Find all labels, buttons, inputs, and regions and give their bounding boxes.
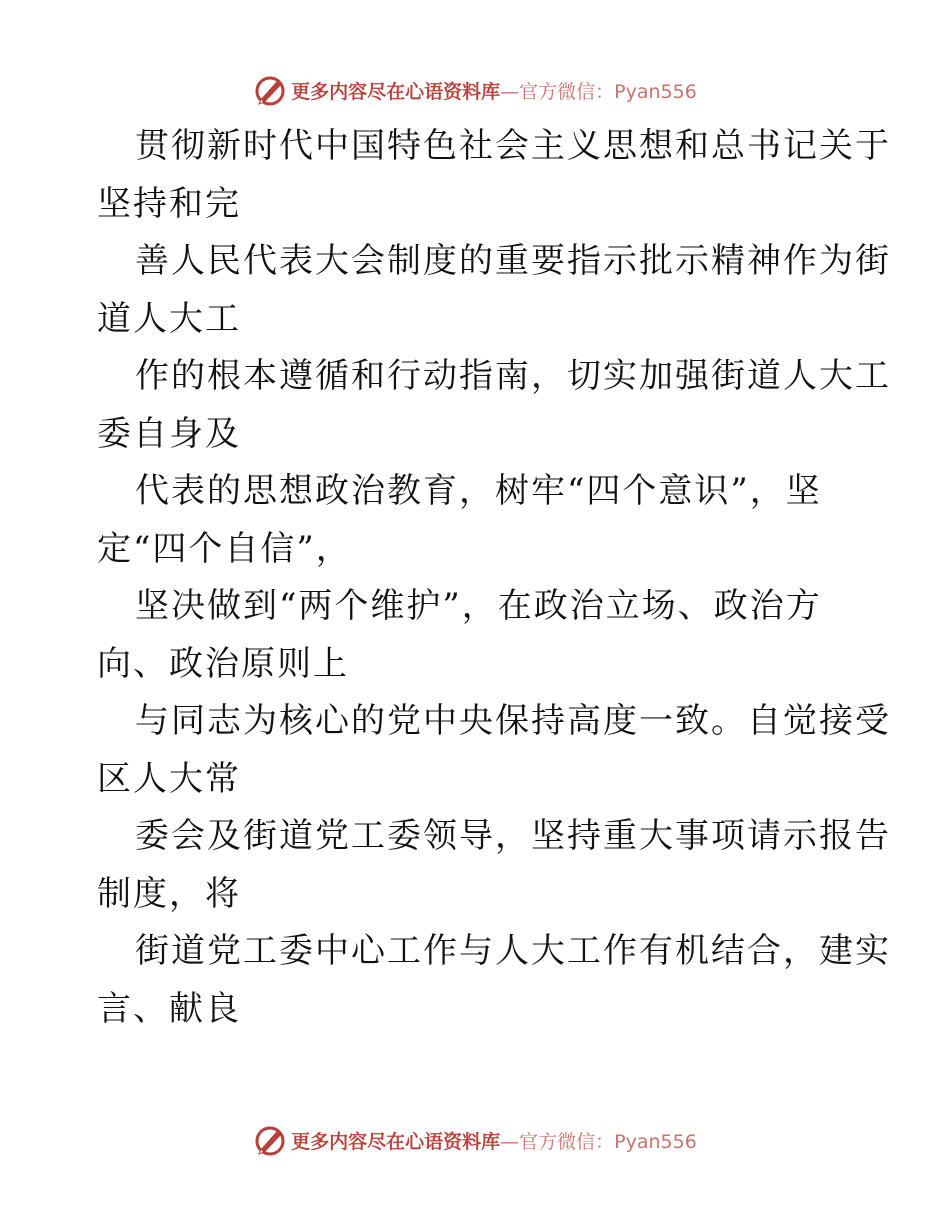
header-banner-text xyxy=(291,77,697,104)
body-line: 委自身及 xyxy=(97,413,241,454)
document-body xyxy=(97,118,891,1038)
footer-banner-title: 更多内容尽在心语资料库 xyxy=(291,1130,501,1153)
footer-banner-text xyxy=(291,1127,697,1154)
body-line: 委会及街道党工委领导，坚持重大事项请示报告 xyxy=(135,816,891,856)
body-line: 与同志为核心的党中央保持高度一致。自觉接受 xyxy=(135,701,891,741)
body-line: 坚决做到“两个维护”，在政治立场、政治方 xyxy=(135,586,822,626)
body-line: 向、政治原则上 xyxy=(97,643,349,684)
header-banner-separator: — xyxy=(500,80,520,103)
body-line: 街道党工委中心工作与人大工作有机结合，建实 xyxy=(135,931,891,971)
body-line: 代表的思想政治教育，树牢“四个意识”，坚 xyxy=(135,471,822,511)
body-line: 贯彻新时代中国特色社会主义思想和总书记关于 xyxy=(135,126,891,166)
body-line: 善人民代表大会制度的重要指示批示精神作为街 xyxy=(135,241,891,281)
pen-logo-icon xyxy=(253,1123,287,1157)
body-line: 区人大常 xyxy=(97,758,241,799)
footer-banner-contact: 官方微信：Pyan556 xyxy=(519,1130,697,1153)
header-banner-contact: 官方微信：Pyan556 xyxy=(519,80,697,103)
pen-logo-icon xyxy=(253,73,287,107)
body-line: 道人大工 xyxy=(97,298,241,339)
body-line: 言、献良 xyxy=(97,988,241,1029)
body-line: 定“四个自信”， xyxy=(97,528,352,569)
footer-banner-separator: — xyxy=(500,1130,520,1153)
header-banner-title: 更多内容尽在心语资料库 xyxy=(291,80,501,103)
header-banner xyxy=(0,70,950,110)
footer-banner xyxy=(0,1120,950,1160)
body-line: 坚持和完 xyxy=(97,183,241,224)
body-line: 制度，将 xyxy=(97,873,241,914)
body-line: 作的根本遵循和行动指南，切实加强街道人大工 xyxy=(135,356,891,396)
